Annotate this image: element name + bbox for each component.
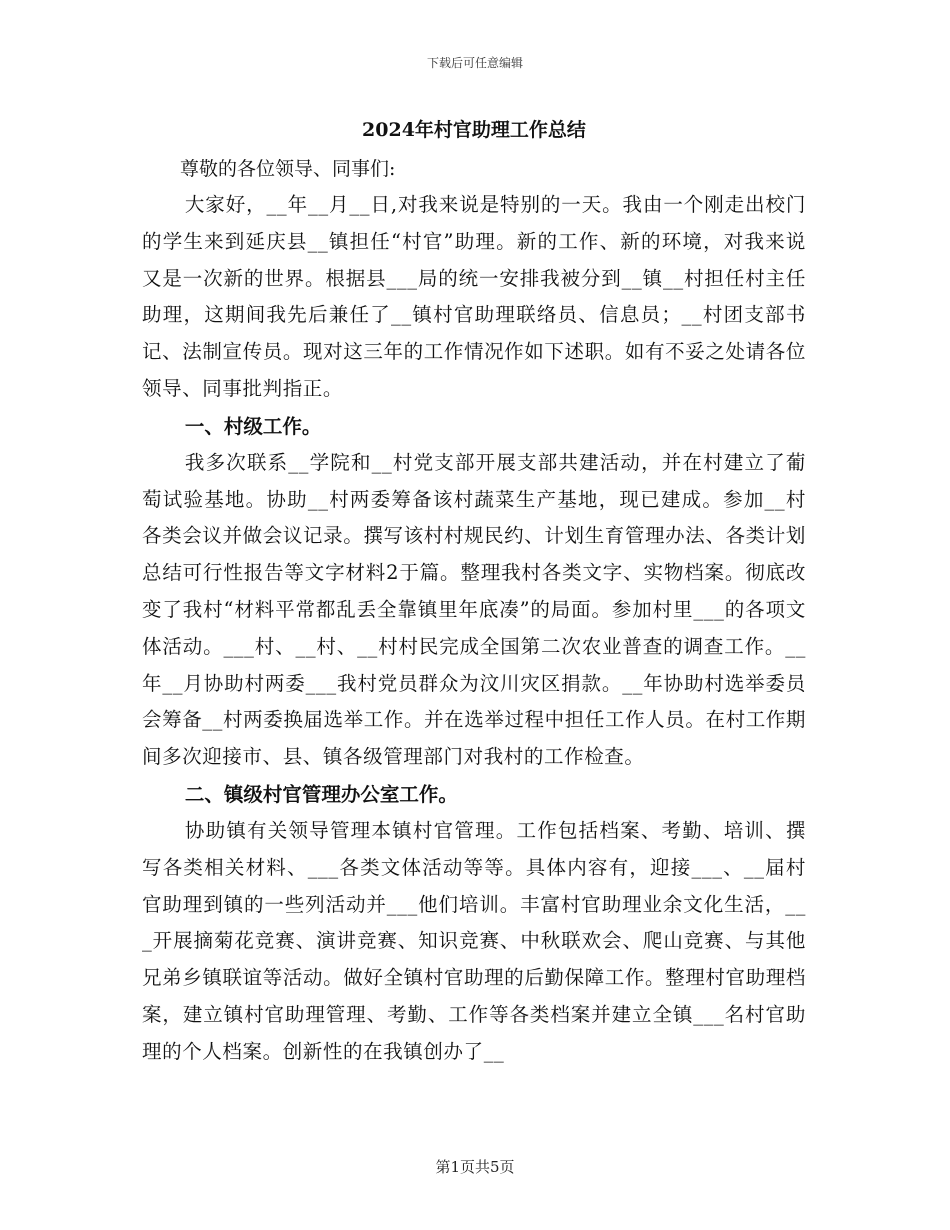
document-body xyxy=(142,112,806,1071)
page-header-note: 下载后可任意编辑 xyxy=(426,56,523,70)
page-number: 第1页共5页 xyxy=(435,1158,515,1176)
salutation: 尊敬的各位领导、同事们: xyxy=(180,158,396,180)
intro-paragraph: 大家好，__年__月__日,对我来说是特别的一天。我由一个刚走出校门的学生来到延庆县__镇担任“村官”助理。新的工作、新的环境，对我来说又是一次新的世界。根据县___局的统一安排我被分到__镇__村担任村主任助理，这期间我先后兼任了__镇村官助理联络员、信息员；__村团支部书记、法制宣传员。现对这三年的工作情况作如下述职。如有不妥之处请各位领导、同事批判指正。 xyxy=(142,193,806,400)
document-title: 2024年村官助理工作总结 xyxy=(362,119,586,141)
section-paragraph-village-work: 我多次联系__学院和__村党支部开展支部共建活动，并在村建立了葡萄试验基地。协助__村两委筹备该村蔬菜生产基地，现已建成。参加__村各类会议并做会议记录。撰写该村村规民约、计划生育管理办法、各类计划总结可行性报告等文字材料2于篇。整理我村各类文字、实物档案。彻底改变了我村“材料平常都乱丢全靠镇里年底凑”的局面。参加村里___的各项文体活动。___村、__村、__村村民完成全国第二次农业普查的调查工作。__年__月协助村两委___我村党员群众为汶川灾区捐款。__年协助村选举委员会筹备__村两委换届选举工作。并在选举过程中担任工作人员。在村工作期间多次迎接市、县、镇各级管理部门对我村的工作检查。 xyxy=(142,450,806,769)
section-paragraph-town-office-work: 协助镇有关领导管理本镇村官管理。工作包括档案、考勤、培训、撰写各类相关材料、___各类文体活动等等。具体内容有，迎接___、__届村官助理到镇的一些列活动并___他们培训。丰富村官助理业余文化生活，___开展摘菊花竞赛、演讲竞赛、知识竞赛、中秋联欢会、爬山竞赛、与其他兄弟乡镇联谊等活动。做好全镇村官助理的后勤保障工作。整理村官助理档案，建立镇村官助理管理、考勤、工作等各类档案并建立全镇___名村官助理的个人档案。创新性的在我镇创办了__ xyxy=(142,818,806,1063)
section-heading-village-work: 一、村级工作。 xyxy=(184,414,322,438)
section-heading-town-office-work: 二、镇级村官管理办公室工作。 xyxy=(184,782,458,806)
